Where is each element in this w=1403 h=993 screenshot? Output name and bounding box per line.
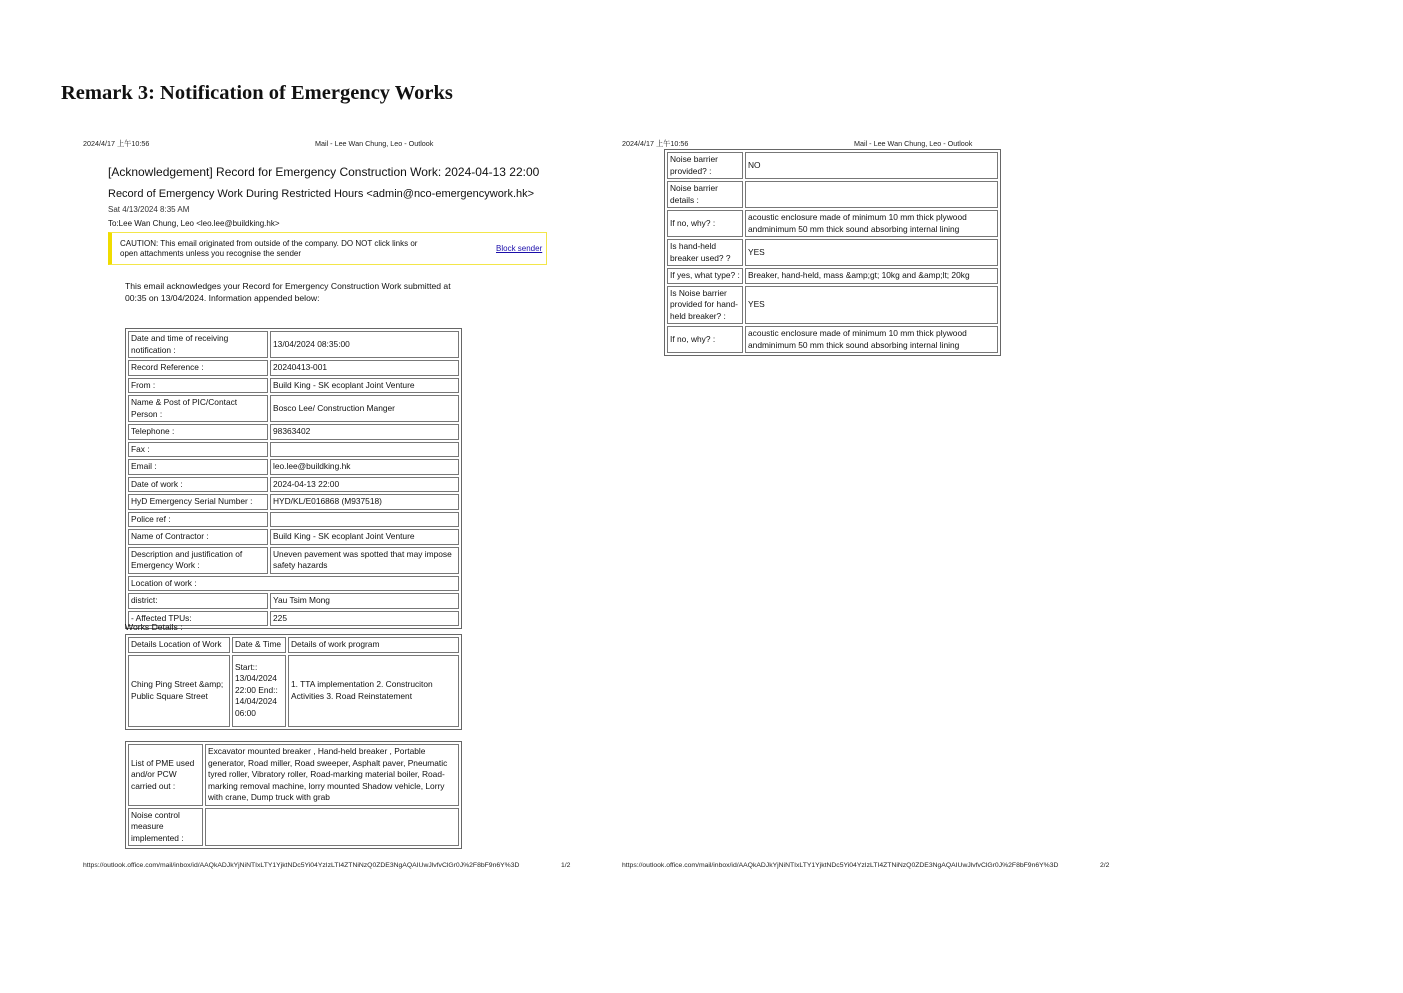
noise-row — [667, 268, 998, 284]
info-label: From : — [128, 378, 268, 394]
page1-header-title: Mail - Lee Wan Chung, Leo - Outlook — [315, 139, 434, 148]
info-value: Build King - SK ecoplant Joint Venture — [270, 378, 459, 394]
info-label: HyD Emergency Serial Number : — [128, 494, 268, 510]
noise-value: YES — [745, 239, 998, 266]
info-value: 98363402 — [270, 424, 459, 440]
page1-footer-page: 1/2 — [561, 862, 571, 869]
noise-value — [745, 181, 998, 208]
location-row-value: Yau Tsim Mong — [270, 593, 459, 609]
works-table — [125, 634, 462, 730]
email-recipient: To:Lee Wan Chung, Leo <leo.lee@buildking.hk> — [108, 219, 280, 228]
info-row — [128, 378, 459, 394]
info-row — [128, 331, 459, 358]
info-label: Record Reference : — [128, 360, 268, 376]
info-row — [128, 494, 459, 510]
page1-header-date: 2024/4/17 上午10:56 — [83, 139, 150, 148]
pme-value: Excavator mounted breaker , Hand-held breaker , Portable generator, Road miller, Road sweeper, Asphalt paver, Pneumatic tyred roller, Vibratory roller, Road-marking material boiler, Road-marking removal machine, lorry mounted Shadow vehicle, Lorry with crane, Dump truck with grab — [205, 744, 459, 806]
noise-label: If no, why? : — [667, 210, 743, 237]
info-value — [270, 442, 459, 458]
info-row — [128, 529, 459, 545]
noise-value: acoustic enclosure made of minimum 10 mm thick plywood andminimum 50 mm thick sound absorbing internal lining — [745, 326, 998, 353]
info-label: Fax : — [128, 442, 268, 458]
info-label: Email : — [128, 459, 268, 475]
works-row — [128, 655, 459, 727]
info-row — [128, 547, 459, 574]
caution-text: CAUTION: This email originated from outside of the company. DO NOT click links or open attachments unless you recognise the sender — [120, 239, 418, 258]
info-value: 20240413-001 — [270, 360, 459, 376]
noise-value: Breaker, hand-held, mass &amp;gt; 10kg and &amp;lt; 20kg — [745, 268, 998, 284]
noise-control-row — [128, 808, 459, 847]
info-value: Uneven pavement was spotted that may impose safety hazards — [270, 547, 459, 574]
pme-table — [125, 741, 462, 849]
noise-control-label: Noise control measure implemented : — [128, 808, 203, 847]
caution-banner — [108, 232, 547, 265]
email-subject: [Acknowledgement] Record for Emergency Construction Work: 2024-04-13 22:00 — [108, 165, 540, 179]
pme-row — [128, 744, 459, 806]
info-row — [128, 360, 459, 376]
remark-title: Remark 3: Notification of Emergency Works — [61, 82, 453, 104]
email-sent-date: Sat 4/13/2024 8:35 AM — [108, 205, 190, 214]
info-value: Bosco Lee/ Construction Manger — [270, 395, 459, 422]
noise-value: NO — [745, 152, 998, 179]
location-row — [128, 593, 459, 609]
info-row — [128, 424, 459, 440]
noise-label: Is Noise barrier provided for hand-held breaker? : — [667, 286, 743, 325]
noise-row — [667, 210, 998, 237]
noise-value: YES — [745, 286, 998, 325]
info-value: HYD/KL/E016868 (M937518) — [270, 494, 459, 510]
pme-label: List of PME used and/or PCW carried out : — [128, 744, 203, 806]
noise-row — [667, 239, 998, 266]
info-value: 2024-04-13 22:00 — [270, 477, 459, 493]
noise-row — [667, 181, 998, 208]
info-table — [125, 328, 462, 629]
info-value: leo.lee@buildking.hk — [270, 459, 459, 475]
info-row — [128, 477, 459, 493]
info-row — [128, 512, 459, 528]
info-value: 13/04/2024 08:35:00 — [270, 331, 459, 358]
noise-row — [667, 152, 998, 179]
works-program: 1. TTA implementation 2. Construciton Activities 3. Road Reinstatement — [288, 655, 459, 727]
noise-row — [667, 326, 998, 353]
works-header-location: Details Location of Work — [128, 637, 230, 653]
page2-header-title: Mail - Lee Wan Chung, Leo - Outlook — [854, 139, 973, 148]
info-label: Name & Post of PIC/Contact Person : — [128, 395, 268, 422]
email-sender[interactable]: Record of Emergency Work During Restricted Hours <admin@nco-emergencywork.hk> — [108, 188, 535, 200]
info-row — [128, 395, 459, 422]
info-label: Date of work : — [128, 477, 268, 493]
noise-value: acoustic enclosure made of minimum 10 mm thick plywood andminimum 50 mm thick sound absorbing internal lining — [745, 210, 998, 237]
page2-header-date: 2024/4/17 上午10:56 — [622, 139, 689, 148]
location-row-label: district: — [128, 593, 268, 609]
noise-label: If yes, what type? : — [667, 268, 743, 284]
works-header-program: Details of work program — [288, 637, 459, 653]
block-sender-link[interactable]: Block sender — [496, 244, 543, 253]
info-label: Telephone : — [128, 424, 268, 440]
works-header-row — [128, 637, 459, 653]
works-header-datetime: Date & Time — [232, 637, 286, 653]
page2-footer-page: 2/2 — [1100, 862, 1110, 869]
info-row — [128, 442, 459, 458]
location-label: Location of work : — [128, 576, 459, 592]
works-datetime: Start:: 13/04/2024 22:00 End:: 14/04/2024 06:00 — [232, 655, 286, 727]
noise-label: Is hand-held breaker used? ? — [667, 239, 743, 266]
location-row-label: - Affected TPUs: — [128, 611, 268, 627]
noise-label: Noise barrier provided? : — [667, 152, 743, 179]
location-header-row — [128, 576, 459, 592]
noise-label: Noise barrier details : — [667, 181, 743, 208]
works-location: Ching Ping Street &amp; Public Square Street — [128, 655, 230, 727]
info-value: Build King - SK ecoplant Joint Venture — [270, 529, 459, 545]
page1-footer-url: https://outlook.office.com/mail/inbox/id/AAQkADJkYjNiNTIxLTY1YjktNDc5Yi04YzIzLTI4ZTNiNzQ0ZDE3NgAQAIUwJlvfvClGr0J%2F8bF9n6Y%3D — [83, 862, 520, 869]
works-details-label: Works Details : — [125, 622, 183, 632]
noise-label: If no, why? : — [667, 326, 743, 353]
page2-footer-url: https://outlook.office.com/mail/inbox/id/AAQkADJkYjNiNTIxLTY1YjktNDc5Yi04YzIzLTI4ZTNiNzQ0ZDE3NgAQAIUwJlvfvClGr0J%2F8bF9n6Y%3D — [622, 862, 1059, 869]
info-label: Police ref : — [128, 512, 268, 528]
noise-row — [667, 286, 998, 325]
noise-table — [664, 149, 1001, 356]
info-value — [270, 512, 459, 528]
location-row-value: 225 — [270, 611, 459, 627]
info-row — [128, 459, 459, 475]
info-label: Date and time of receiving notification : — [128, 331, 268, 358]
info-label: Description and justification of Emergency Work : — [128, 547, 268, 574]
info-label: Name of Contractor : — [128, 529, 268, 545]
acknowledgement-intro: This email acknowledges your Record for Emergency Construction Work submitted at 00:35 on 13/04/2024. Information appended below: — [125, 281, 451, 303]
noise-control-value — [205, 808, 459, 847]
